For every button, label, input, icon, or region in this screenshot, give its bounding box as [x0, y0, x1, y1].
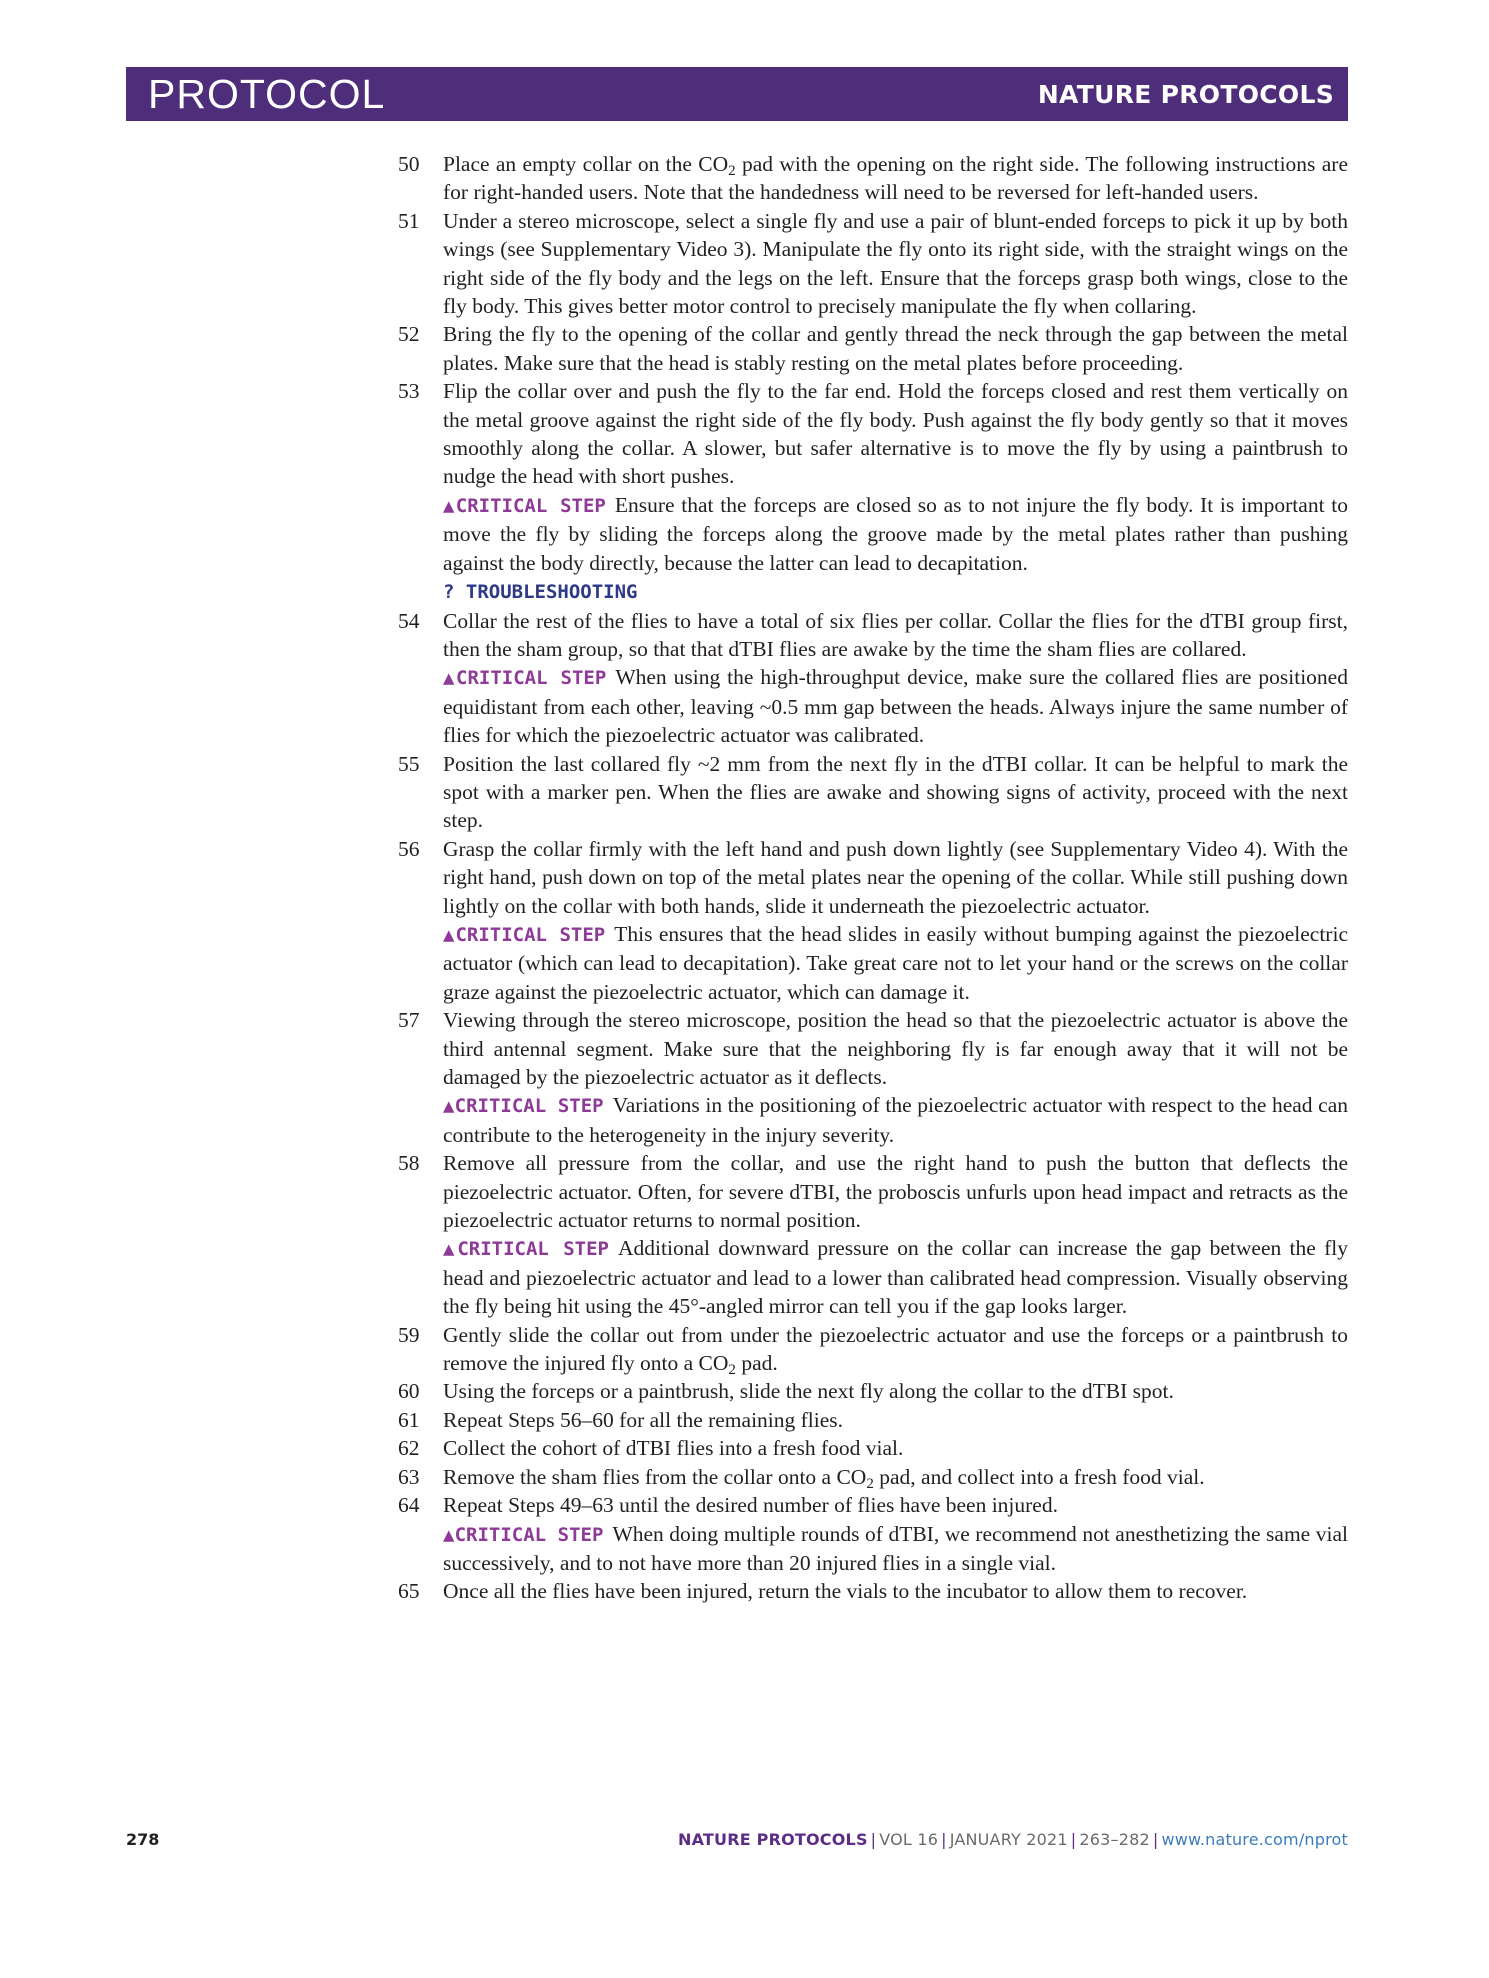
step-number: 65: [398, 1579, 420, 1604]
step-number: 57: [398, 1008, 420, 1033]
step-number: 63: [398, 1464, 420, 1489]
step-text: Place an empty collar on the $CO_2$ pad with the opening on the right side. The following instructions are for right-handed users. Note that the handedness will need to be reversed for left-handed users.: [443, 152, 1348, 205]
page-number: 278: [126, 1830, 160, 1849]
footer-journal: NATURE PROTOCOLS: [677, 1830, 868, 1849]
section-title: PROTOCOL: [148, 71, 386, 117]
step-text: Gently slide the collar out from under the piezoelectric actuator and use the forceps or a paintbrush to remove the injured fly onto a $CO_2$ pad.: [443, 1322, 1348, 1378]
step-text: Repeat Steps 49–63 until the desired number of flies have been injured.: [443, 1493, 1058, 1518]
step-text: Grasp the collar firmly with the left hand and push down lightly (see Supplementary Video 4). With the right hand, push down on top of the metal plates near the opening of the collar. While still pushing down lightly on the collar with both hands, slide it underneath the piezoelectric actuator.: [443, 836, 1348, 918]
critical-step-label: ▲CRITICAL STEP: [443, 494, 606, 517]
step-60: [398, 1377, 1348, 1405]
step-number: 50: [398, 152, 420, 176]
footer-volume: VOL 16: [879, 1830, 939, 1849]
step-59: [398, 1321, 1348, 1378]
step-number: 60: [398, 1379, 420, 1404]
step-52: [398, 320, 1348, 377]
critical-step-label: ▲CRITICAL STEP: [443, 1238, 609, 1261]
footer-date: JANUARY 2021: [949, 1830, 1068, 1849]
step-number: 56: [398, 836, 420, 861]
procedure-steps: [398, 150, 1348, 1606]
critical-step-note: ▲CRITICAL STEP This ensures that the head slides in easily without bumping against the piezoelectric actuator (which can lead to decapitation). Take great care not to let your hand or the screws on the collar graze against the piezoelectric actuator, which can damage it.: [443, 921, 1348, 1004]
critical-step-note: ▲CRITICAL STEP When using the high-throughput device, make sure the collared flies are positioned equidistant from each other, leaving ~0.5 mm gap between the heads. Always injure the same number of flies for which the piezoelectric actuator was calibrated.: [443, 665, 1348, 748]
critical-step-label: ▲CRITICAL STEP: [443, 1523, 604, 1546]
step-57: [398, 1006, 1348, 1149]
critical-step-label: ▲CRITICAL STEP: [443, 1095, 604, 1118]
step-63: [398, 1463, 1348, 1491]
step-number: 52: [398, 322, 420, 347]
footer-pages: 263–282: [1079, 1830, 1150, 1849]
step-53: [398, 377, 1348, 606]
critical-step-note: ▲CRITICAL STEP When doing multiple rounds of dTBI, we recommend not anesthetizing the same vial successively, and to not have more than 20 injured flies in a single vial.: [443, 1521, 1348, 1575]
step-text: Remove all pressure from the collar, and use the right hand to push the button that deflects the piezoelectric actuator. Often, for severe dTBI, the proboscis unfurls upon head impact and retracts as the piezoelectric actuator returns to normal position.: [443, 1151, 1348, 1233]
step-51: [398, 207, 1348, 321]
step-text: Using the forceps or a paintbrush, slide the next fly along the collar to the dTBI spot.: [443, 1379, 1174, 1404]
critical-step-note: ▲CRITICAL STEP Ensure that the forceps are closed so as to not injure the fly body. It is important to move the fly by sliding the forceps along the groove made by the metal plates rather than pushing against the body directly, because the latter can lead to decapitation.: [443, 492, 1348, 575]
step-50: [398, 150, 1348, 207]
co2-formula: $CO_2$: [836, 1464, 874, 1492]
step-number: 59: [398, 1322, 420, 1347]
step-number: 58: [398, 1151, 420, 1176]
footer-separator: |: [870, 1830, 877, 1849]
step-number: 54: [398, 608, 420, 633]
co2-formula: $CO_2$: [698, 152, 736, 179]
step-number: 61: [398, 1407, 420, 1432]
step-number: 51: [398, 208, 420, 233]
step-65: [398, 1577, 1348, 1605]
step-text: Under a stereo microscope, select a single fly and use a pair of blunt-ended forceps to pick it up by both wings (see Supplementary Video 3). Manipulate the fly onto its right side, with the straight wings on the right side of the fly body and the legs on the left. Ensure that the forceps grasp both wings, close to the fly body. This gives better motor control to precisely manipulate the fly when collaring.: [443, 208, 1348, 319]
critical-step-label: ▲CRITICAL STEP: [443, 923, 606, 946]
step-61: [398, 1406, 1348, 1434]
step-text: Viewing through the stereo microscope, position the head so that the piezoelectric actuator is above the third antennal segment. Make sure that the neighboring fly is far enough away that it will not be damaged by the piezoelectric actuator as it deflects.: [443, 1008, 1348, 1089]
step-54: [398, 607, 1348, 750]
step-text: Position the last collared fly ~2 mm from the next fly in the dTBI collar. It can be helpful to mark the spot with a marker pen. When the flies are awake and showing signs of activity, proceed with the next step.: [443, 751, 1348, 833]
footer-citation: NATURE PROTOCOLS | VOL 16 | JANUARY 2021 | 263–282 | www.nature.com/nprot: [677, 1830, 1348, 1849]
step-58: [398, 1149, 1348, 1320]
step-text: Repeat Steps 56–60 for all the remaining flies.: [443, 1407, 844, 1432]
step-56: [398, 835, 1348, 1006]
journal-title: NATURE PROTOCOLS: [1037, 80, 1334, 109]
step-text: Collect the cohort of dTBI flies into a fresh food vial.: [443, 1436, 904, 1461]
step-number: 62: [398, 1436, 420, 1461]
step-number: 53: [398, 379, 420, 404]
step-62: [398, 1434, 1348, 1462]
footer-url[interactable]: www.nature.com/nprot: [1161, 1830, 1348, 1849]
troubleshooting-label: ? TROUBLESHOOTING: [443, 581, 638, 604]
step-text: Collar the rest of the flies to have a total of six flies per collar. Collar the flies for the dTBI group first, then the sham group, so that that dTBI flies are awake by the time the sham flies are collared.: [443, 608, 1348, 661]
header-bar: [126, 67, 1348, 121]
co2-formula: $CO_2$: [698, 1351, 736, 1378]
critical-step-note: ▲CRITICAL STEP Variations in the positioning of the piezoelectric actuator with respect to the head can contribute to the heterogeneity in the injury severity.: [443, 1093, 1348, 1147]
critical-step-label: ▲CRITICAL STEP: [443, 667, 607, 690]
step-text: Bring the fly to the opening of the collar and gently thread the neck through the gap between the metal plates. Make sure that the head is stably resting on the metal plates before proceeding.: [443, 322, 1348, 375]
step-text: Once all the flies have been injured, return the vials to the incubator to allow them to recover.: [443, 1579, 1248, 1604]
critical-step-note: ▲CRITICAL STEP Additional downward pressure on the collar can increase the gap between the fly head and piezoelectric actuator and lead to a lower than calibrated head compression. Visually observing the fly being hit using the 45°-angled mirror can tell you if the gap looks larger.: [443, 1236, 1348, 1319]
step-text: Remove the sham flies from the collar onto a $CO_2$ pad, and collect into a fresh food vial.: [443, 1464, 1205, 1492]
step-55: [398, 750, 1348, 835]
step-64: [398, 1491, 1348, 1577]
step-number: 64: [398, 1493, 420, 1518]
step-text: Flip the collar over and push the fly to the far end. Hold the forceps closed and rest them vertically on the metal groove against the right side of the fly body. Push against the fly body gently so that it moves smoothly along the collar. A slower, but safer alternative is to move the fly by using a paintbrush to nudge the head with short pushes.: [443, 379, 1348, 489]
step-number: 55: [398, 751, 420, 776]
